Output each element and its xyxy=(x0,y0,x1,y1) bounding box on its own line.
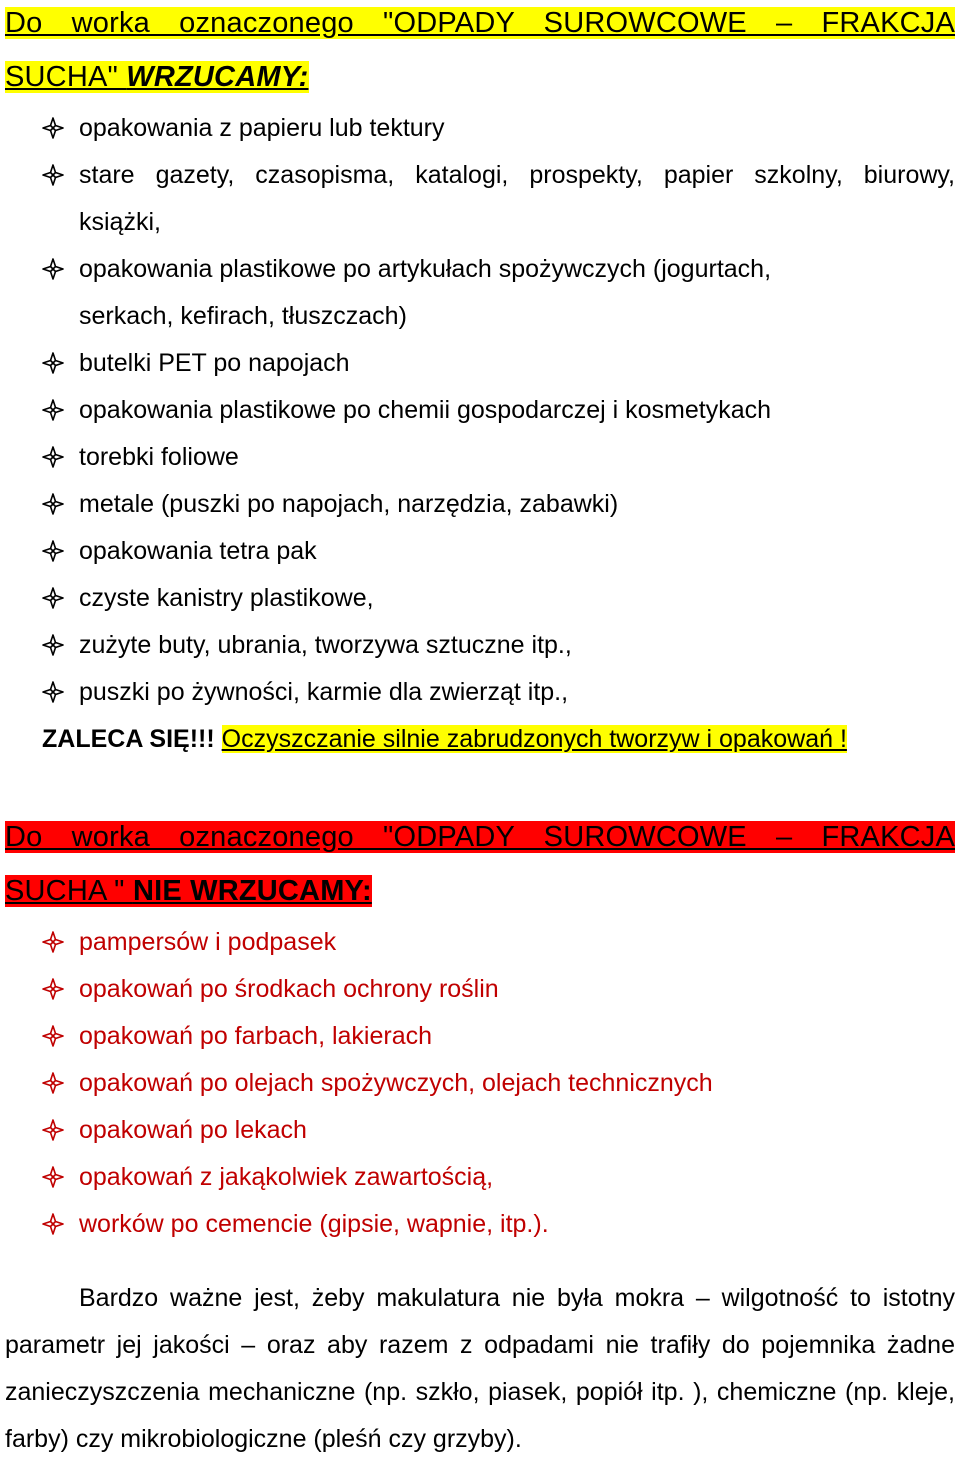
list-item: opakowań po środkach ochrony roślin xyxy=(42,966,713,1013)
list-item: opakowania plastikowe po chemii gospodarczej i kosmetykach xyxy=(42,387,955,434)
list-item: opakowań po farbach, lakierach xyxy=(42,1013,713,1060)
list-item: zużyte buty, ubrania, tworzywa sztuczne itp., xyxy=(42,622,955,669)
list-item: opakowań z jakąkolwiek zawartością, xyxy=(42,1154,713,1201)
list-item: butelki PET po napojach xyxy=(42,340,955,387)
list-item: opakowań po lekach xyxy=(42,1107,713,1154)
section2-list xyxy=(42,919,713,1248)
bullet-icon xyxy=(42,399,64,421)
list-item: opakowania tetra pak xyxy=(42,528,955,575)
bullet-icon xyxy=(42,681,64,703)
section1-list xyxy=(42,105,955,716)
bullet-icon xyxy=(42,978,64,1000)
bullet-icon xyxy=(42,1072,64,1094)
section2-heading-line2: SUCHA " NIE WRZUCAMY: xyxy=(5,875,372,907)
bullet-icon xyxy=(42,258,64,280)
list-item: opakowania plastikowe po artykułach spożywczych (jogurtach, serkach, kefirach, tłuszczach) xyxy=(42,246,955,340)
bullet-icon xyxy=(42,1119,64,1141)
bullet-icon xyxy=(42,1213,64,1235)
bullet-icon xyxy=(42,352,64,374)
closing-paragraph: Bardzo ważne jest, żeby makulatura nie była mokra – wilgotność to istotny parametr jej jakości – oraz aby razem z odpadami nie trafiły do pojemnika żadne zanieczyszczenia mechaniczne (np. szkło, piasek, popiół itp. ), chemiczne (np. kleje, farby) czy mikrobiologiczne (pleśń czy grzyby). xyxy=(5,1284,955,1453)
list-item: torebki foliowe xyxy=(42,434,955,481)
bullet-icon xyxy=(42,117,64,139)
bullet-icon xyxy=(42,931,64,953)
bullet-icon xyxy=(42,634,64,656)
bullet-icon xyxy=(42,1025,64,1047)
section1-heading-line2: SUCHA" WRZUCAMY: xyxy=(5,61,309,93)
section1-heading-line1: Do worka oznaczonego "ODPADY SUROWCOWE – FRAKCJA xyxy=(5,7,955,39)
bullet-icon xyxy=(42,1166,64,1188)
note: ZALECA SIĘ!!! Oczyszczanie silnie zabrudzonych tworzyw i opakowań ! xyxy=(42,725,847,753)
list-item: stare gazety, czasopisma, katalogi, prospekty, papier szkolny, biurowy, książki, xyxy=(42,152,955,246)
list-item: opakowania z papieru lub tektury xyxy=(42,105,955,152)
list-item: opakowań po olejach spożywczych, olejach technicznych xyxy=(42,1060,713,1107)
section1-heading xyxy=(5,0,955,104)
bullet-icon xyxy=(42,540,64,562)
list-item: worków po cemencie (gipsie, wapnie, itp.). xyxy=(42,1201,713,1248)
list-item: puszki po żywności, karmie dla zwierząt itp., xyxy=(42,669,955,716)
bullet-icon xyxy=(42,164,64,186)
note-label: ZALECA SIĘ xyxy=(42,725,190,753)
note-text: Oczyszczanie silnie zabrudzonych tworzyw i opakowań ! xyxy=(221,725,847,753)
list-item: czyste kanistry plastikowe, xyxy=(42,575,955,622)
bullet-icon xyxy=(42,587,64,609)
bullet-icon xyxy=(42,446,64,468)
section2-heading xyxy=(5,810,955,918)
list-item: pampersów i podpasek xyxy=(42,919,713,966)
section2-heading-line1: Do worka oznaczonego "ODPADY SUROWCOWE – FRAKCJA xyxy=(5,821,955,853)
list-item: metale (puszki po napojach, narzędzia, zabawki) xyxy=(42,481,955,528)
bullet-icon xyxy=(42,493,64,515)
